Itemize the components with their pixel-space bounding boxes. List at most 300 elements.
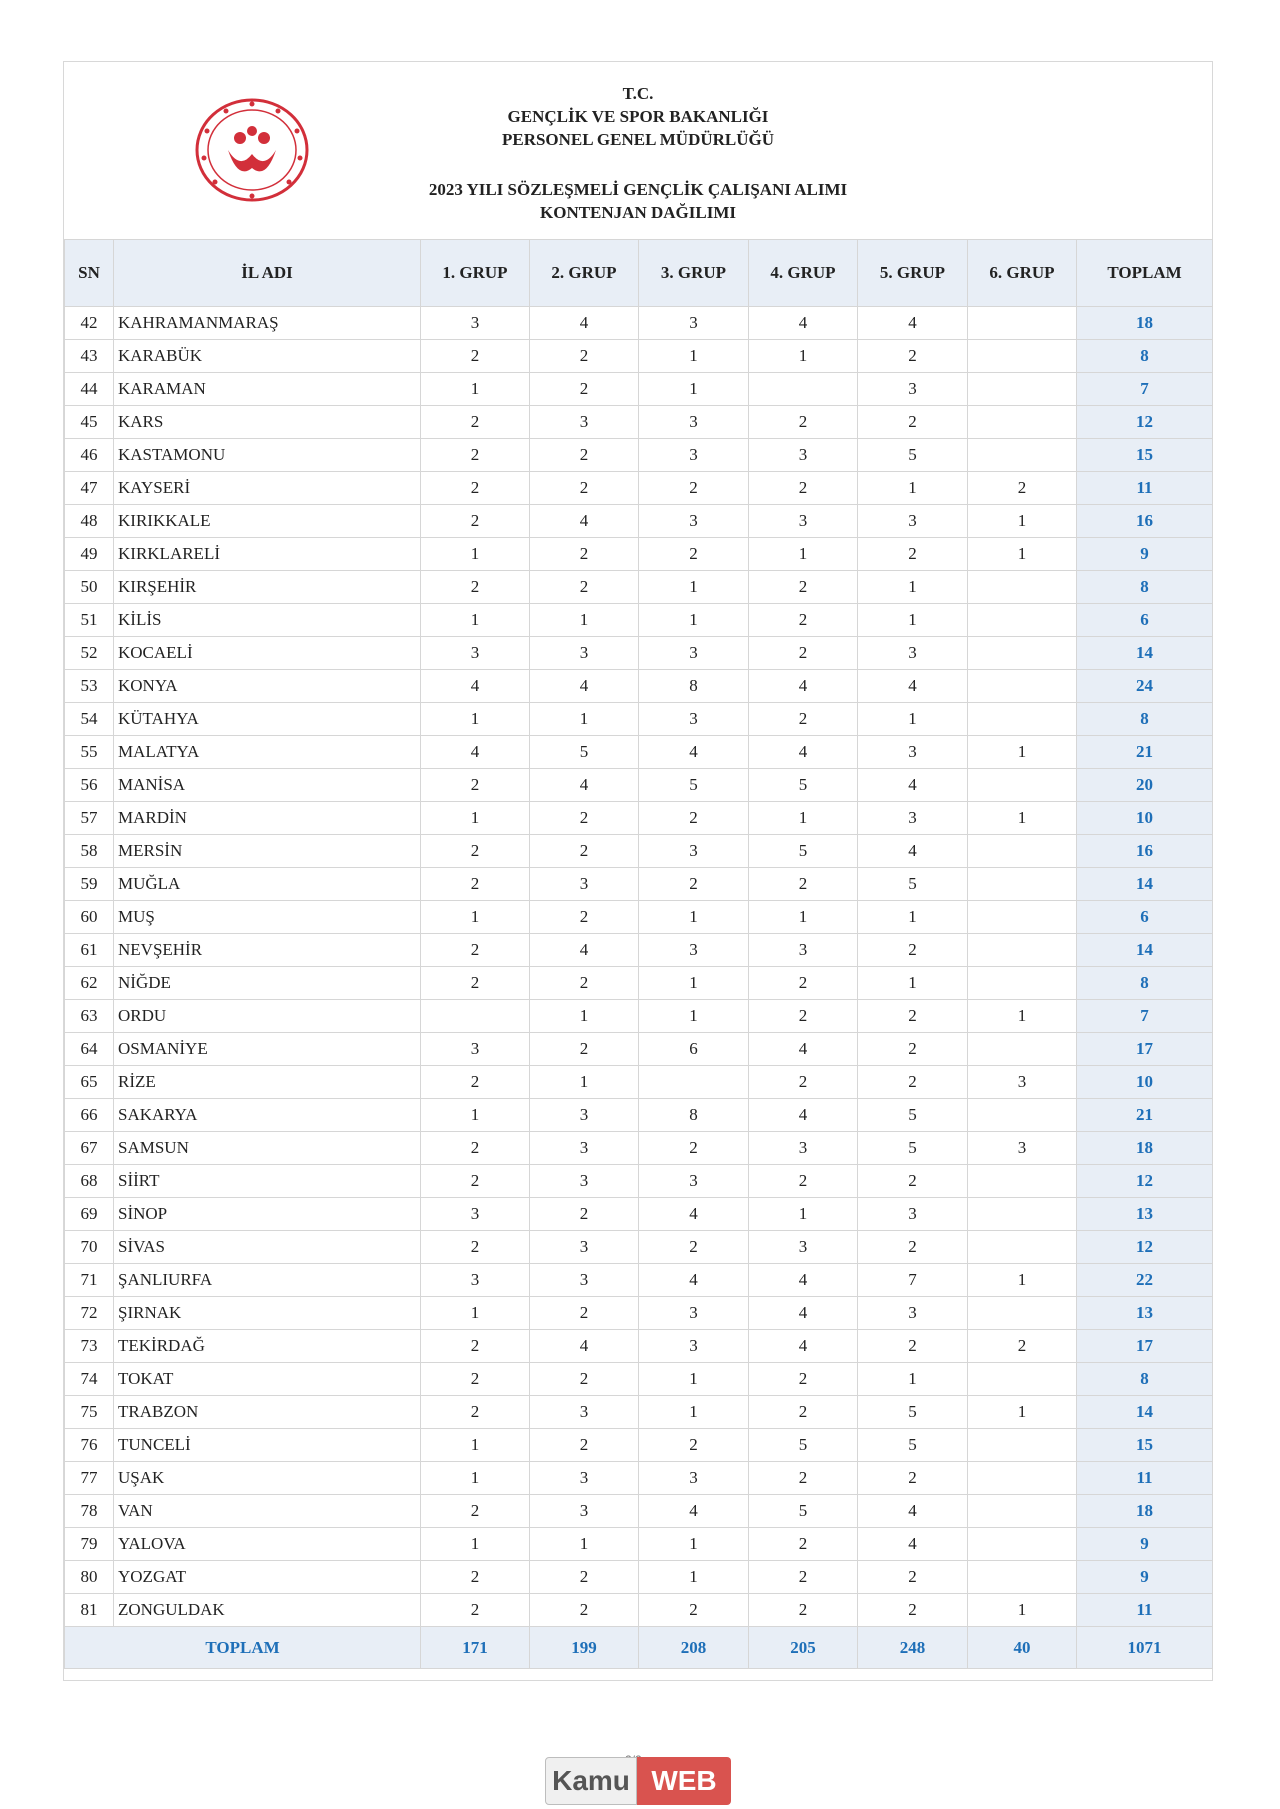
toplam-cell: 16 (1077, 835, 1213, 868)
grup-1-cell: 3 (421, 1264, 530, 1297)
sn-cell: 45 (65, 406, 114, 439)
grup-2-cell: 5 (530, 736, 639, 769)
sn-cell: 76 (65, 1429, 114, 1462)
grup-3-cell: 1 (639, 340, 749, 373)
grup-5-cell: 3 (858, 373, 968, 406)
grup-4-cell: 4 (749, 1297, 858, 1330)
table-row (65, 373, 1213, 406)
grup-6-cell: 3 (968, 1066, 1077, 1099)
toplam-cell: 9 (1077, 1528, 1213, 1561)
grup-5-cell: 3 (858, 505, 968, 538)
grup-6-cell: 1 (968, 538, 1077, 571)
grup-1-cell: 2 (421, 934, 530, 967)
il-adi-cell: NEVŞEHİR (114, 934, 421, 967)
grup-4-cell: 3 (749, 934, 858, 967)
table-row (65, 670, 1213, 703)
grup-6-cell (968, 835, 1077, 868)
il-adi-cell: SAKARYA (114, 1099, 421, 1132)
total-row (65, 1627, 1213, 1669)
grup-3-cell: 4 (639, 736, 749, 769)
il-adi-cell: KİLİS (114, 604, 421, 637)
grup-4-cell: 4 (749, 1330, 858, 1363)
table-row (65, 1297, 1213, 1330)
grup-6-cell (968, 769, 1077, 802)
il-adi-cell: KAYSERİ (114, 472, 421, 505)
toplam-cell: 9 (1077, 1561, 1213, 1594)
table-row (65, 1066, 1213, 1099)
grup-3-cell: 3 (639, 835, 749, 868)
table-row (65, 406, 1213, 439)
total-label: TOPLAM (65, 1627, 421, 1669)
grup-3-cell: 2 (639, 802, 749, 835)
grup-5-cell: 3 (858, 637, 968, 670)
toplam-cell: 21 (1077, 736, 1213, 769)
grup-4-cell: 2 (749, 472, 858, 505)
grup-6-cell (968, 670, 1077, 703)
grup-5-cell: 2 (858, 1165, 968, 1198)
table-row (65, 802, 1213, 835)
grup-1-cell (421, 1000, 530, 1033)
grup-3-cell: 1 (639, 373, 749, 406)
toplam-cell: 8 (1077, 340, 1213, 373)
grup-5-cell: 4 (858, 769, 968, 802)
toplam-cell: 15 (1077, 1429, 1213, 1462)
grup-2-cell: 4 (530, 1330, 639, 1363)
il-adi-cell: SAMSUN (114, 1132, 421, 1165)
grup-6-cell: 2 (968, 1330, 1077, 1363)
grup-5-cell: 2 (858, 1033, 968, 1066)
grup-6-cell: 1 (968, 1594, 1077, 1627)
toplam-cell: 6 (1077, 604, 1213, 637)
grup-6-cell (968, 406, 1077, 439)
il-adi-cell: KIRIKKALE (114, 505, 421, 538)
title-line-1: T.C. (622, 84, 654, 103)
grup-5-cell: 3 (858, 1297, 968, 1330)
grup-5-cell: 4 (858, 307, 968, 340)
sn-cell: 69 (65, 1198, 114, 1231)
grup-5-cell: 4 (858, 670, 968, 703)
grup-2-cell: 1 (530, 703, 639, 736)
toplam-cell: 24 (1077, 670, 1213, 703)
table-row (65, 934, 1213, 967)
grup-1-cell: 1 (421, 1528, 530, 1561)
sn-cell: 43 (65, 340, 114, 373)
grup-6-cell (968, 1099, 1077, 1132)
grup-6-cell (968, 307, 1077, 340)
grup-3-cell: 4 (639, 1495, 749, 1528)
column-header-grup-5: 5. GRUP (858, 240, 968, 307)
total-grup-6: 40 (968, 1627, 1077, 1669)
il-adi-cell: ZONGULDAK (114, 1594, 421, 1627)
grup-5-cell: 3 (858, 802, 968, 835)
title-line-4: 2023 YILI SÖZLEŞMELİ GENÇLİK ÇALIŞANI ALIMI (428, 180, 848, 199)
grup-2-cell: 3 (530, 1495, 639, 1528)
toplam-cell: 21 (1077, 1099, 1213, 1132)
grup-4-cell: 2 (749, 967, 858, 1000)
il-adi-cell: UŞAK (114, 1462, 421, 1495)
grup-3-cell: 6 (639, 1033, 749, 1066)
grup-6-cell (968, 703, 1077, 736)
grup-4-cell: 1 (749, 340, 858, 373)
grup-2-cell: 2 (530, 1429, 639, 1462)
grup-2-cell: 2 (530, 571, 639, 604)
grup-5-cell: 1 (858, 901, 968, 934)
table-row (65, 1495, 1213, 1528)
column-header-il-adi: İL ADI (114, 240, 421, 307)
grup-1-cell: 1 (421, 1462, 530, 1495)
grup-4-cell: 4 (749, 1099, 858, 1132)
grup-3-cell: 1 (639, 1363, 749, 1396)
grup-4-cell: 2 (749, 1594, 858, 1627)
sn-cell: 50 (65, 571, 114, 604)
grup-2-cell: 3 (530, 1264, 639, 1297)
column-header-sn: SN (65, 240, 114, 307)
il-adi-cell: KARABÜK (114, 340, 421, 373)
grup-2-cell: 3 (530, 406, 639, 439)
table-row (65, 1528, 1213, 1561)
table-row (65, 472, 1213, 505)
grup-5-cell: 2 (858, 538, 968, 571)
grup-1-cell: 1 (421, 802, 530, 835)
grup-1-cell: 2 (421, 1561, 530, 1594)
sn-cell: 67 (65, 1132, 114, 1165)
grup-1-cell: 1 (421, 538, 530, 571)
grup-4-cell: 5 (749, 835, 858, 868)
grup-2-cell: 4 (530, 769, 639, 802)
grup-4-cell: 2 (749, 1000, 858, 1033)
grup-6-cell: 1 (968, 1000, 1077, 1033)
toplam-cell: 14 (1077, 637, 1213, 670)
toplam-cell: 13 (1077, 1297, 1213, 1330)
il-adi-cell: MUŞ (114, 901, 421, 934)
sn-cell: 42 (65, 307, 114, 340)
grup-3-cell: 1 (639, 901, 749, 934)
table-row (65, 1099, 1213, 1132)
grup-2-cell: 3 (530, 868, 639, 901)
table-row (65, 1264, 1213, 1297)
grup-6-cell (968, 1033, 1077, 1066)
grup-1-cell: 2 (421, 967, 530, 1000)
il-adi-cell: ŞANLIURFA (114, 1264, 421, 1297)
sn-cell: 68 (65, 1165, 114, 1198)
grup-4-cell: 3 (749, 439, 858, 472)
grup-3-cell: 8 (639, 670, 749, 703)
grup-2-cell: 3 (530, 637, 639, 670)
sn-cell: 51 (65, 604, 114, 637)
grup-4-cell: 5 (749, 1495, 858, 1528)
grup-4-cell: 1 (749, 1198, 858, 1231)
sn-cell: 46 (65, 439, 114, 472)
grup-1-cell: 2 (421, 1594, 530, 1627)
grup-1-cell: 2 (421, 868, 530, 901)
il-adi-cell: TOKAT (114, 1363, 421, 1396)
grup-3-cell: 3 (639, 1330, 749, 1363)
grup-6-cell: 1 (968, 1264, 1077, 1297)
il-adi-cell: RİZE (114, 1066, 421, 1099)
grup-4-cell: 3 (749, 1132, 858, 1165)
grup-2-cell: 3 (530, 1462, 639, 1495)
toplam-cell: 22 (1077, 1264, 1213, 1297)
grup-4-cell: 2 (749, 637, 858, 670)
toplam-cell: 11 (1077, 472, 1213, 505)
grup-3-cell: 3 (639, 703, 749, 736)
grup-4-cell: 2 (749, 1462, 858, 1495)
column-header-grup-2: 2. GRUP (530, 240, 639, 307)
il-adi-cell: SİİRT (114, 1165, 421, 1198)
grup-2-cell: 2 (530, 340, 639, 373)
grup-4-cell: 2 (749, 868, 858, 901)
il-adi-cell: KAHRAMANMARAŞ (114, 307, 421, 340)
grup-2-cell: 3 (530, 1165, 639, 1198)
il-adi-cell: YALOVA (114, 1528, 421, 1561)
grup-2-cell: 2 (530, 472, 639, 505)
grup-6-cell (968, 637, 1077, 670)
grup-2-cell: 1 (530, 1066, 639, 1099)
grup-5-cell: 2 (858, 406, 968, 439)
grup-1-cell: 2 (421, 1066, 530, 1099)
grup-6-cell (968, 340, 1077, 373)
column-header-grup-6: 6. GRUP (968, 240, 1077, 307)
grup-3-cell: 1 (639, 967, 749, 1000)
grup-4-cell: 1 (749, 538, 858, 571)
grup-4-cell: 2 (749, 604, 858, 637)
grup-1-cell: 2 (421, 571, 530, 604)
grup-1-cell: 2 (421, 472, 530, 505)
table-row (65, 736, 1213, 769)
il-adi-cell: TEKİRDAĞ (114, 1330, 421, 1363)
grup-1-cell: 1 (421, 703, 530, 736)
table-row (65, 439, 1213, 472)
grup-2-cell: 4 (530, 934, 639, 967)
toplam-cell: 12 (1077, 1165, 1213, 1198)
grup-3-cell: 1 (639, 604, 749, 637)
grup-3-cell: 3 (639, 307, 749, 340)
grup-2-cell: 2 (530, 1561, 639, 1594)
title-line-3: PERSONEL GENEL MÜDÜRLÜĞÜ (501, 130, 775, 149)
grup-1-cell: 2 (421, 1363, 530, 1396)
il-adi-cell: VAN (114, 1495, 421, 1528)
il-adi-cell: KOCAELİ (114, 637, 421, 670)
grup-6-cell (968, 439, 1077, 472)
grup-3-cell: 2 (639, 1231, 749, 1264)
grup-6-cell (968, 1231, 1077, 1264)
grup-1-cell: 1 (421, 1099, 530, 1132)
grup-4-cell: 2 (749, 406, 858, 439)
il-adi-cell: ŞIRNAK (114, 1297, 421, 1330)
grup-3-cell: 3 (639, 1165, 749, 1198)
grup-4-cell (749, 373, 858, 406)
grup-6-cell (968, 868, 1077, 901)
sn-cell: 49 (65, 538, 114, 571)
grup-6-cell: 1 (968, 736, 1077, 769)
grup-5-cell: 2 (858, 1066, 968, 1099)
sn-cell: 59 (65, 868, 114, 901)
table-row (65, 769, 1213, 802)
toplam-cell: 12 (1077, 406, 1213, 439)
grup-5-cell: 2 (858, 1462, 968, 1495)
grup-2-cell: 2 (530, 538, 639, 571)
grup-2-cell: 2 (530, 1594, 639, 1627)
grup-6-cell (968, 1165, 1077, 1198)
grup-5-cell: 5 (858, 1099, 968, 1132)
column-header-grup-1: 1. GRUP (421, 240, 530, 307)
grup-4-cell: 4 (749, 670, 858, 703)
grup-3-cell: 3 (639, 406, 749, 439)
grup-1-cell: 2 (421, 1396, 530, 1429)
sn-cell: 61 (65, 934, 114, 967)
grup-1-cell: 3 (421, 307, 530, 340)
grup-1-cell: 1 (421, 604, 530, 637)
grup-6-cell: 1 (968, 802, 1077, 835)
il-adi-cell: MANİSA (114, 769, 421, 802)
toplam-cell: 18 (1077, 307, 1213, 340)
il-adi-cell: MALATYA (114, 736, 421, 769)
grup-5-cell: 1 (858, 703, 968, 736)
grup-5-cell: 5 (858, 1429, 968, 1462)
sn-cell: 44 (65, 373, 114, 406)
table-row (65, 1132, 1213, 1165)
grup-1-cell: 1 (421, 901, 530, 934)
grup-2-cell: 4 (530, 307, 639, 340)
sn-cell: 65 (65, 1066, 114, 1099)
sn-cell: 64 (65, 1033, 114, 1066)
grup-3-cell: 3 (639, 1462, 749, 1495)
table-row (65, 538, 1213, 571)
sn-cell: 74 (65, 1363, 114, 1396)
grup-1-cell: 1 (421, 1429, 530, 1462)
total-grup-3: 208 (639, 1627, 749, 1669)
table-row (65, 1198, 1213, 1231)
il-adi-cell: MERSİN (114, 835, 421, 868)
sn-cell: 70 (65, 1231, 114, 1264)
grup-4-cell: 2 (749, 703, 858, 736)
sn-cell: 55 (65, 736, 114, 769)
grup-5-cell: 5 (858, 868, 968, 901)
grup-5-cell: 2 (858, 1561, 968, 1594)
grup-5-cell: 1 (858, 472, 968, 505)
grup-3-cell: 2 (639, 1594, 749, 1627)
grup-1-cell: 1 (421, 1297, 530, 1330)
il-adi-cell: YOZGAT (114, 1561, 421, 1594)
table-row (65, 1165, 1213, 1198)
sn-cell: 75 (65, 1396, 114, 1429)
grup-6-cell (968, 604, 1077, 637)
grup-6-cell (968, 1363, 1077, 1396)
title-line-5: KONTENJAN DAĞILIMI (540, 203, 736, 222)
sn-cell: 63 (65, 1000, 114, 1033)
column-header-grup-4: 4. GRUP (749, 240, 858, 307)
grup-3-cell: 2 (639, 1429, 749, 1462)
grup-5-cell: 7 (858, 1264, 968, 1297)
grup-6-cell: 2 (968, 472, 1077, 505)
table-row (65, 1462, 1213, 1495)
grup-6-cell: 1 (968, 505, 1077, 538)
grup-2-cell: 3 (530, 1099, 639, 1132)
grup-4-cell: 2 (749, 1363, 858, 1396)
grup-5-cell: 4 (858, 835, 968, 868)
table-row (65, 703, 1213, 736)
grup-3-cell: 5 (639, 769, 749, 802)
grup-4-cell: 1 (749, 802, 858, 835)
sn-cell: 52 (65, 637, 114, 670)
table-row (65, 1033, 1213, 1066)
grup-3-cell: 3 (639, 934, 749, 967)
grup-3-cell: 2 (639, 472, 749, 505)
grup-4-cell: 4 (749, 1033, 858, 1066)
grup-5-cell: 3 (858, 1198, 968, 1231)
grup-2-cell: 2 (530, 1033, 639, 1066)
document-page (63, 61, 1213, 1681)
toplam-cell: 7 (1077, 373, 1213, 406)
toplam-cell: 16 (1077, 505, 1213, 538)
grup-2-cell: 3 (530, 1132, 639, 1165)
il-adi-cell: SİNOP (114, 1198, 421, 1231)
grup-5-cell: 5 (858, 439, 968, 472)
toplam-cell: 10 (1077, 802, 1213, 835)
toplam-cell: 20 (1077, 769, 1213, 802)
grup-2-cell: 2 (530, 373, 639, 406)
grup-5-cell: 1 (858, 604, 968, 637)
table-row (65, 340, 1213, 373)
il-adi-cell: MUĞLA (114, 868, 421, 901)
grup-1-cell: 2 (421, 1330, 530, 1363)
table-row (65, 835, 1213, 868)
sn-cell: 62 (65, 967, 114, 1000)
toplam-cell: 6 (1077, 901, 1213, 934)
sn-cell: 47 (65, 472, 114, 505)
table-row (65, 505, 1213, 538)
grup-4-cell: 5 (749, 1429, 858, 1462)
table-row (65, 1561, 1213, 1594)
grup-6-cell (968, 1528, 1077, 1561)
grup-3-cell: 1 (639, 1561, 749, 1594)
ministry-title (64, 82, 1212, 151)
toplam-cell: 17 (1077, 1330, 1213, 1363)
sn-cell: 66 (65, 1099, 114, 1132)
grup-3-cell: 3 (639, 637, 749, 670)
toplam-cell: 9 (1077, 538, 1213, 571)
il-adi-cell: KIRKLARELİ (114, 538, 421, 571)
grup-6-cell: 3 (968, 1132, 1077, 1165)
grup-3-cell: 1 (639, 1000, 749, 1033)
grup-6-cell (968, 1198, 1077, 1231)
table-row (65, 868, 1213, 901)
grup-4-cell: 5 (749, 769, 858, 802)
grup-4-cell: 3 (749, 1231, 858, 1264)
grup-6-cell (968, 901, 1077, 934)
il-adi-cell: KARAMAN (114, 373, 421, 406)
il-adi-cell: SİVAS (114, 1231, 421, 1264)
il-adi-cell: KONYA (114, 670, 421, 703)
grup-4-cell: 2 (749, 571, 858, 604)
grup-1-cell: 2 (421, 769, 530, 802)
column-header-toplam: TOPLAM (1077, 240, 1213, 307)
table-row (65, 1429, 1213, 1462)
toplam-cell: 14 (1077, 934, 1213, 967)
grup-5-cell: 2 (858, 340, 968, 373)
title-line-2: GENÇLİK VE SPOR BAKANLIĞI (507, 107, 769, 126)
grup-4-cell: 2 (749, 1528, 858, 1561)
grup-3-cell (639, 1066, 749, 1099)
toplam-cell: 15 (1077, 439, 1213, 472)
table-row (65, 1000, 1213, 1033)
toplam-cell: 10 (1077, 1066, 1213, 1099)
grup-2-cell: 4 (530, 505, 639, 538)
sn-cell: 48 (65, 505, 114, 538)
grup-2-cell: 1 (530, 1528, 639, 1561)
grup-6-cell (968, 1495, 1077, 1528)
total-grup-1: 171 (421, 1627, 530, 1669)
